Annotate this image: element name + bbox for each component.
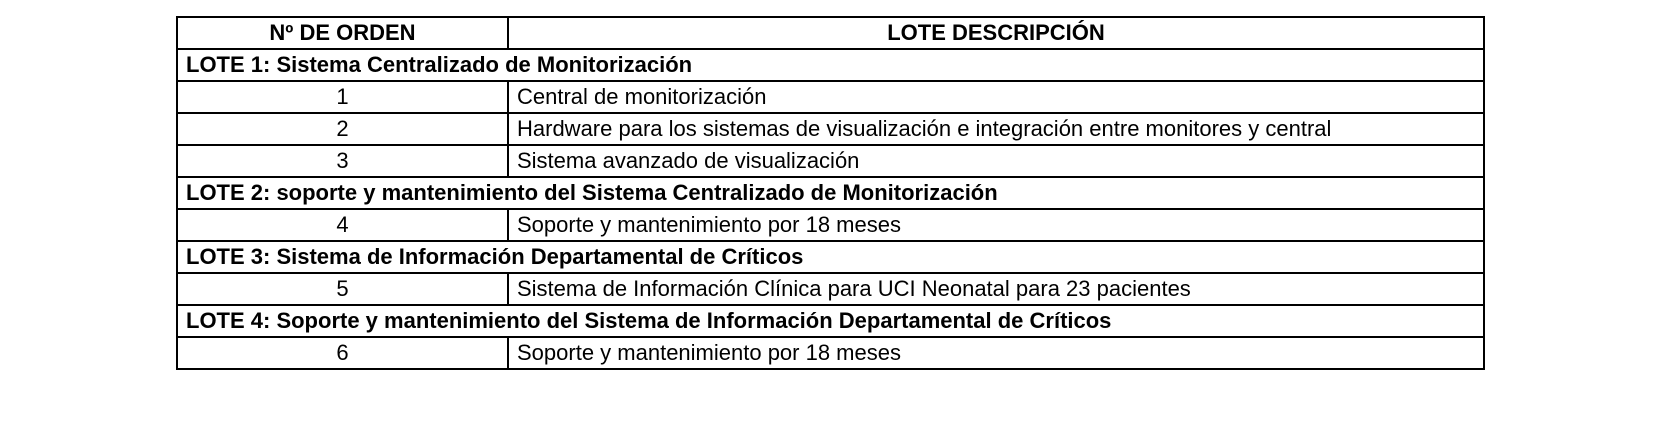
lote-heading-row (177, 241, 1484, 273)
descripcion-cell: Sistema de Información Clínica para UCI Neonatal para 23 pacientes (508, 273, 1484, 305)
orden-cell: 6 (177, 337, 508, 369)
lote-heading-row (177, 305, 1484, 337)
lote-2-title: LOTE 2: soporte y mantenimiento del Sistema Centralizado de Monitorización (177, 177, 1484, 209)
orden-cell: 1 (177, 81, 508, 113)
orden-cell: 5 (177, 273, 508, 305)
lote-heading-row (177, 49, 1484, 81)
table-row (177, 113, 1484, 145)
table-row (177, 273, 1484, 305)
descripcion-cell: Central de monitorización (508, 81, 1484, 113)
descripcion-cell: Sistema avanzado de visualización (508, 145, 1484, 177)
header-orden: Nº DE ORDEN (177, 17, 508, 49)
table-row (177, 81, 1484, 113)
orden-cell: 3 (177, 145, 508, 177)
descripcion-cell: Hardware para los sistemas de visualización e integración entre monitores y central (508, 113, 1484, 145)
header-row (177, 17, 1484, 49)
lote-heading-row (177, 177, 1484, 209)
lote-4-title: LOTE 4: Soporte y mantenimiento del Sistema de Información Departamental de Críticos (177, 305, 1484, 337)
table-row (177, 337, 1484, 369)
lotes-table (176, 16, 1485, 370)
table-row (177, 145, 1484, 177)
orden-cell: 2 (177, 113, 508, 145)
descripcion-cell: Soporte y mantenimiento por 18 meses (508, 337, 1484, 369)
lote-1-title: LOTE 1: Sistema Centralizado de Monitorización (177, 49, 1484, 81)
orden-cell: 4 (177, 209, 508, 241)
lote-3-title: LOTE 3: Sistema de Información Departamental de Críticos (177, 241, 1484, 273)
table-row (177, 209, 1484, 241)
descripcion-cell: Soporte y mantenimiento por 18 meses (508, 209, 1484, 241)
header-descripcion: LOTE DESCRIPCIÓN (508, 17, 1484, 49)
